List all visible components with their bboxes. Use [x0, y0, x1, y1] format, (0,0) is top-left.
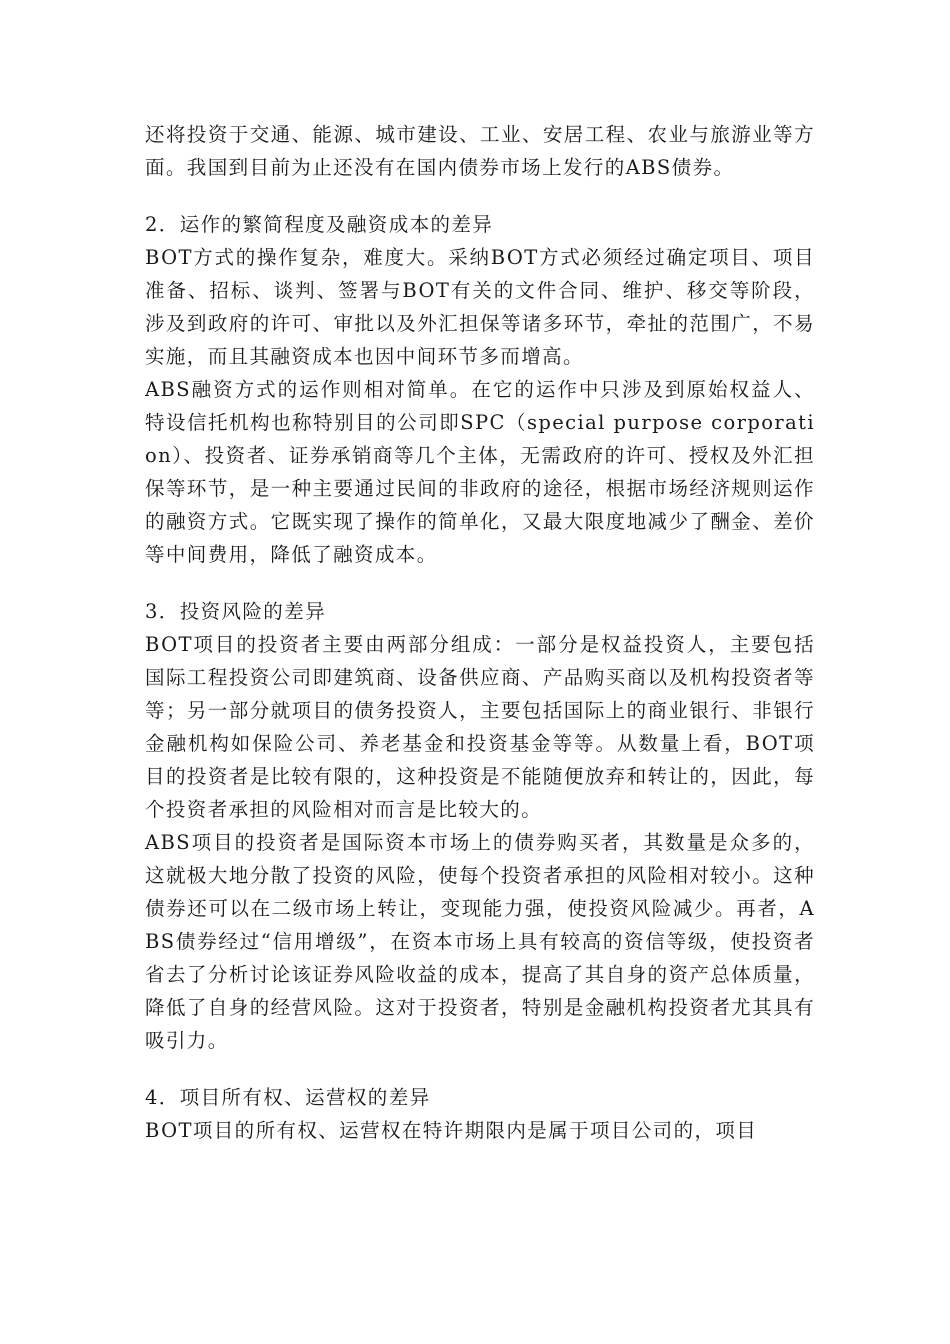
intro-paragraph: 还将投资于交通、能源、城市建设、工业、安居工程、农业与旅游业等方面。我国到目前为止还没有在国内债券市场上发行的ABS债券。 — [145, 123, 815, 179]
section-heading: 3．投资风险的差异 — [145, 600, 327, 623]
section-paragraph: BOT方式的操作复杂，难度大。采纳BOT方式必须经过确定项目、项目准备、招标、谈判、签署与BOT有关的文件合同、维护、移交等阶段，涉及到政府的许可、审批以及外汇担保等诸多环节，牵扯的范围广，不易实施，而且其融资成本也因中间环节多而增高。 — [145, 246, 815, 368]
section-paragraph: BOT项目的所有权、运营权在特许期限内是属于项目公司的，项目 — [145, 1119, 758, 1142]
section-heading: 4．项目所有权、运营权的差异 — [145, 1086, 431, 1109]
section-paragraph: BOT项目的投资者主要由两部分组成：一部分是权益投资人，主要包括国际工程投资公司即建筑商、设备供应商、产品购买商以及机构投资者等等；另一部分就项目的债务投资人，主要包括国际上的商业银行、非银行金融机构如保险公司、养老基金和投资基金等等。从数量上看，BOT项目的投资者是比较有限的，这种投资是不能随便放弃和转让的，因此，每个投资者承担的风险相对而言是比较大的。 — [145, 633, 815, 821]
section-2 — [145, 208, 815, 571]
section-4 — [145, 1081, 815, 1147]
section-heading: 2．运作的繁简程度及融资成本的差异 — [145, 213, 494, 236]
section-3 — [145, 595, 815, 1057]
section-paragraph: ABS项目的投资者是国际资本市场上的债券购买者，其数量是众多的，这就极大地分散了投资的风险，使每个投资者承担的风险相对较小。这种债券还可以在二级市场上转让，变现能力强，使投资风险减少。再者，ABS债券经过“信用增级”，在资本市场上具有较高的资信等级，使投资者省去了分析讨论该证券风险收益的成本，提高了其自身的资产总体质量，降低了自身的经营风险。这对于投资者，特别是金融机构投资者尤其具有吸引力。 — [145, 831, 815, 1052]
section-paragraph: ABS融资方式的运作则相对简单。在它的运作中只涉及到原始权益人、特设信托机构也称特别目的公司即SPC（special purpose corporation）、投资者、证券承销商等几个主体，无需政府的许可、授权及外汇担保等环节，是一种主要通过民间的非政府的途径，根据市场经济规则运作的融资方式。它既实现了操作的简单化，又最大限度地减少了酬金、差价等中间费用，降低了融资成本。 — [145, 378, 815, 566]
document-body — [145, 118, 815, 1147]
